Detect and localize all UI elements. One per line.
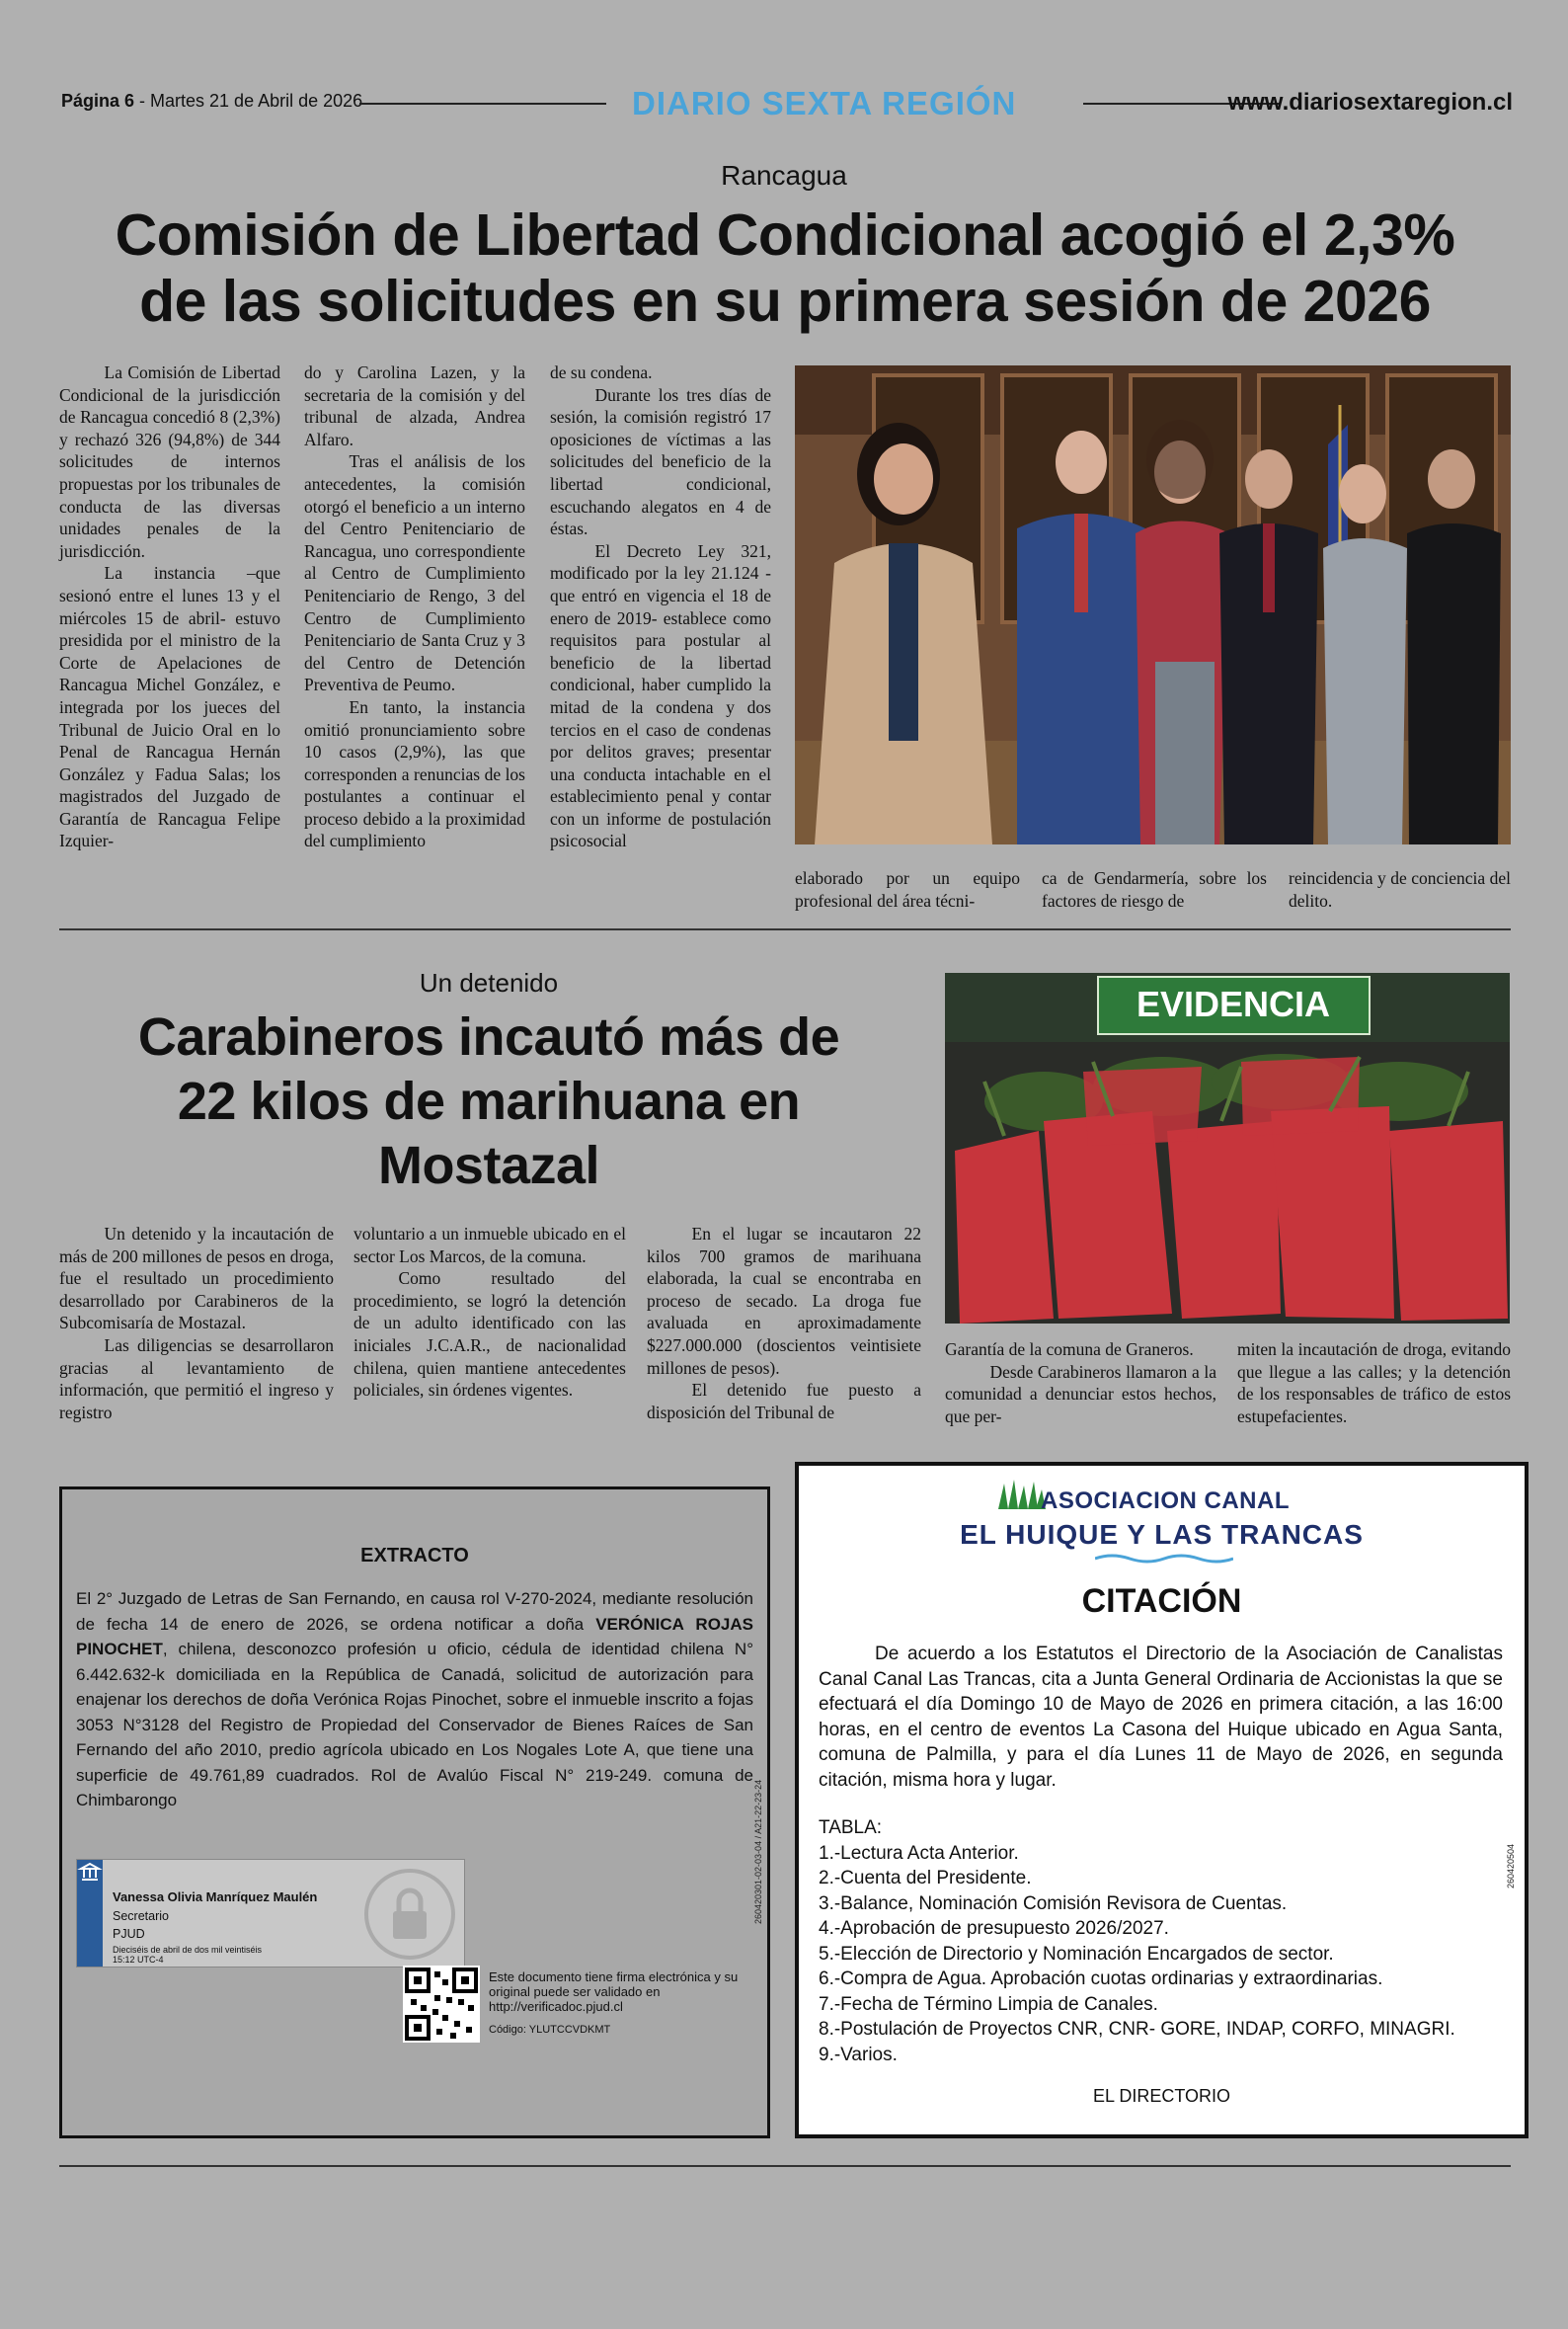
page-label: Página 6 (61, 91, 135, 111)
electronic-signature (76, 1859, 465, 1968)
page-header (61, 85, 1513, 124)
citacion-body (819, 1642, 1503, 1793)
article2-column-5 (1237, 1338, 1511, 1427)
paragraph: Desde Carabineros llamaron a la comunidad a denunciar estos hechos, que per- (945, 1361, 1216, 1426)
article1-column-3 (550, 361, 771, 852)
signer-date: Dieciséis de abril de dos mil veintiséis (113, 1945, 263, 1955)
qr-validation-text: Este documento tiene firma electrónica y su original puede ser validado en http://verificadoc.pjud.cl (489, 1969, 739, 2014)
evidencia-sign-text: EVIDENCIA (1136, 984, 1331, 1024)
agenda-label: TABLA: (819, 1817, 883, 1838)
signature-bar (77, 1860, 103, 1967)
article1-photo (795, 365, 1511, 844)
paragraph: reincidencia y de conciencia del delito. (1289, 868, 1511, 911)
paragraph: El detenido fue puesto a disposición del Tribunal de (647, 1380, 921, 1422)
article2-column-2 (353, 1223, 626, 1402)
extracto-notice (59, 1486, 770, 2138)
page-date: - Martes 21 de Abril de 2026 (134, 91, 363, 111)
agenda-item: 6.-Compra de Agua. Aprobación cuotas ordinarias y extraordinarias. (819, 1968, 1383, 1989)
reeds-logo-icon (996, 1480, 1046, 1509)
paragraph: En tanto, la instancia omitió pronunciamiento sobre 10 casos (2,9%), las que corresponden a renuncias de los postulantes a continuar el proceso debido a la proximidad del cumplimiento (304, 696, 525, 851)
paragraph: do y Carolina Lazen, y la secretaria de la comisión y del tribunal de alzada, Andrea Alfaro. (304, 362, 525, 449)
article2-kicker: Un detenido (419, 968, 559, 998)
citacion-side-code: 260420504 (1506, 1843, 1516, 1888)
extracto-body-name: VERÓNICA ROJAS PINOCHET (76, 1614, 753, 1658)
signer-name: Vanessa Olivia Manríquez Maulén (113, 1889, 318, 1904)
paragraph: La instancia –que sesionó entre el lunes 13 y el miércoles 15 de abril- estuvo presidida por el ministro de la Corte de Apelaciones de Rancagua Michel González, e integrada por los jueces del Tribunal de Juicio Oral en lo Penal de Rancagua Hernán González y Fadua Salas; los magistrados del Juzgado de Garantía de Rancagua Felipe Izquier- (59, 563, 280, 851)
extracto-side-code: 260420301-02-03-04 / A21-22-23-24 (753, 1779, 763, 1924)
citacion-title: CITACIÓN (1081, 1582, 1242, 1620)
article1-headline-line2: de las solicitudes en su primera sesión de 2026 (139, 268, 1431, 334)
association-name-line1: ASOCIACION CANAL (1041, 1487, 1290, 1514)
paragraph: De acuerdo a los Estatutos el Directorio de la Asociación de Canalistas Canal Canal Las Trancas, cita a Junta General Ordinaria de Accionistas la que se efectuará el día Domingo 10 de Mayo de 2026 en primera citación, a las 16:00 horas, en el centro de eventos La Casona del Huique ubicado en Agua Santa, comuna de Palmilla, y para el día Lunes 11 de Mayo de 2026, en segunda citación, misma hora y lugar. (819, 1644, 1503, 1791)
article2-headline (59, 1005, 918, 1197)
paragraph: Garantía de la comuna de Graneros. (945, 1339, 1194, 1359)
agenda-item: 3.-Balance, Nominación Comisión Revisora de Cuentas. (819, 1892, 1288, 1914)
article2-column-4 (945, 1338, 1216, 1427)
paragraph: Durante los tres días de sesión, la comisión registró 17 oposiciones de víctimas a las solicitudes del beneficio de la libertad condicional, escuchando alegatos en 4 de éstas. (550, 384, 771, 539)
newspaper-url[interactable]: www.diariosextaregion.cl (1227, 89, 1513, 116)
paragraph: voluntario a un inmueble ubicado en el sector Los Marcos, de la comuna. (353, 1224, 626, 1266)
article1-column-5 (1042, 867, 1267, 912)
citacion-signature: EL DIRECTORIO (1092, 2086, 1231, 2106)
agenda-item: 5.-Elección de Directorio y Nominación Encargados de sector. (819, 1943, 1334, 1965)
institution-icon (77, 1860, 103, 1886)
newspaper-brand: DIARIO SEXTA REGIÓN (632, 85, 1017, 121)
article1-headline-line1: Comisión de Libertad Condicional acogió el 2,3% (115, 202, 1455, 268)
section-divider (59, 928, 1511, 930)
page-info (61, 91, 362, 112)
page-bottom-rule (59, 2165, 1511, 2167)
extracto-body-part1: El 2° Juzgado de Letras de San Fernando, en causa rol V-270-2024, mediante resolución de fecha 14 de enero de 2026, se ordena notificar a doña (76, 1589, 753, 1634)
article1-headline (20, 202, 1550, 334)
article2-headline-line2: 22 kilos de marihuana en (177, 1071, 801, 1131)
agenda-item: 8.-Postulación de Proyectos CNR, CNR- GORE, INDAP, CORFO, MINAGRI. (819, 2019, 1455, 2040)
article1-column-1 (59, 361, 280, 852)
association-name-line2: EL HUIQUE Y LAS TRANCAS (960, 1519, 1364, 1550)
signer-role: Secretario (113, 1909, 169, 1923)
extracto-body-part2: , chilena, desconozco profesión u oficio, cédula de identidad chilena N° 6.442.632-k domiciliada en la República de Canadá, solicitud de autorización para enajenar los derechos de doña Verónica Rojas Pinochet, sobre el inmueble inscrito a fojas 3053 N°3128 del Registro de Propiedad del Conservador de Bienes Raíces de San Fernando del año 2010, predio agrícola ubicado en Los Nogales Lote A, que tiene una superficie de 49.761,89 cuadrados. Rol de Avalúo Fiscal N° 219-249. comuna de Chimbarongo (76, 1640, 753, 1809)
extracto-title: EXTRACTO (360, 1545, 469, 1566)
seized-drugs-photo (945, 973, 1510, 1324)
article2-headline-line3: Mostazal (377, 1135, 600, 1195)
commission-group-photo (795, 365, 1511, 844)
agenda-item: 9.-Varios. (819, 2044, 898, 2065)
signer-time: 15:12 UTC-4 (113, 1955, 164, 1965)
paragraph: elaborado por un equipo profesional del área técni- (795, 868, 1020, 911)
paragraph: ca de Gendarmería, sobre los factores de riesgo de (1042, 868, 1267, 911)
article2-photo (945, 973, 1510, 1324)
agenda-item: 2.-Cuenta del Presidente. (819, 1868, 1032, 1888)
article1-column-2 (304, 361, 525, 852)
article1-column-4 (795, 867, 1020, 912)
article2-column-1 (59, 1223, 334, 1423)
paragraph: Las diligencias se desarrollaron gracias al levantamiento de información, que permitió el ingreso y registro (59, 1334, 334, 1422)
agenda-item: 7.-Fecha de Término Limpia de Canales. (819, 1993, 1158, 2015)
paragraph: El Decreto Ley 321, modificado por la ley 21.124 -que entró en vigencia el 18 de enero de 2019- establece como requisitos para postular al beneficio de la libertad condicional, haber cumplido la mitad de la condena y dos tercios en el caso de condenas por delitos graves; presentar una conducta intachable en el establecimiento penal y contar con un informe de postulación psicosocial (550, 540, 771, 851)
water-wave-icon (1095, 1553, 1233, 1565)
paragraph: Un detenido y la incautación de más de 200 millones de pesos en droga, fue el resultado un procedimiento desarrollado por Carabineros de la Subcomisaría de Mostazal. (59, 1224, 335, 1333)
qr-validation-code: Código: YLUTCCVDKMT (489, 2024, 611, 2036)
qr-code-icon[interactable] (403, 1966, 480, 2043)
paragraph: Como resultado del procedimiento, se logró la detención de un adulto identificado con las iniciales J.C.A.R., de nacionalidad chilena, quien mantiene antecedentes policiales, sin órdenes vigentes. (353, 1268, 626, 1401)
paragraph: miten la incautación de droga, evitando que llegue a las calles; y la detención de los responsables de tráfico de estos estupefacientes. (1237, 1339, 1511, 1426)
paragraph: La Comisión de Libertad Condicional de la jurisdicción de Rancagua concedió 8 (2,3%) y rechazó 326 (94,8%) de 344 solicitudes de internos propuestas por los tribunales de conducta de las diversas unidades penales de la jurisdicción. (59, 362, 280, 561)
paragraph: Tras el análisis de los antecedentes, la comisión otorgó el beneficio a un interno del Centro Penitenciario de Rancagua, uno correspondiente al Centro de Cumplimiento Penitenciario de Rengo, 3 del Centro de Cumplimiento Penitenciario de Santa Cruz y 3 del Centro de Detención Preventiva de Peumo. (304, 451, 525, 695)
signer-org: PJUD (113, 1927, 145, 1941)
article1-column-6 (1289, 867, 1511, 912)
article1-kicker: Rancagua (721, 160, 847, 191)
extracto-body (76, 1586, 753, 1813)
citacion-agenda (819, 1815, 1455, 2067)
agenda-item: 1.-Lectura Acta Anterior. (819, 1842, 1019, 1864)
agenda-item: 4.-Aprobación de presupuesto 2026/2027. (819, 1918, 1169, 1939)
lock-icon (363, 1868, 456, 1961)
paragraph: En el lugar se incautaron 22 kilos 700 gramos de marihuana elaborada, la cual se encontraba en proceso de secado. La droga fue avaluada en aproximadamente $227.000.000 (doscientos veintisiete millones de pesos). (647, 1224, 921, 1378)
citacion-notice (795, 1462, 1529, 2138)
article2-column-3 (647, 1223, 921, 1423)
header-rule-left (359, 103, 606, 105)
article2-headline-line1: Carabineros incautó más de (137, 1007, 840, 1067)
paragraph: de su condena. (550, 362, 653, 382)
